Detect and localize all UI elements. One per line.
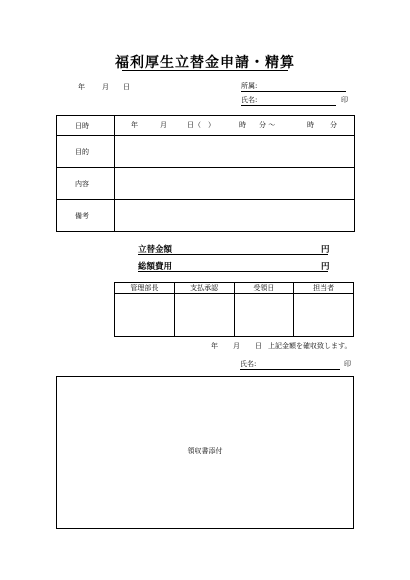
receipt-day: 日 [255,342,262,350]
datetime-minute-from: 分 ～ [259,121,276,129]
header-day: 日 [123,83,130,91]
datetime-hour-to: 時 [307,121,314,129]
name-label: 氏名 [241,96,255,104]
header-month: 月 [102,83,109,91]
remarks-row [57,200,355,232]
approval-col-received: 受領日 [234,283,294,294]
title-underline [122,70,288,71]
approval-col-staff: 担当者 [294,283,354,294]
remarks-field[interactable] [115,200,355,232]
content-label: 内容 [57,168,115,200]
approval-col-manager: 管理部長 [115,283,175,294]
approval-col-payment: 支払承認 [174,283,234,294]
affiliation-underline [241,91,346,92]
total-cost-yen: 円 [321,262,330,272]
application-form-table [56,115,355,232]
approval-stamp-received[interactable] [234,294,294,337]
receipt-attachment-area[interactable] [56,376,354,529]
receipt-name-underline [240,369,340,370]
receipt-statement: 上記金額を確収致します。 [268,342,352,350]
approval-stamp-payment[interactable] [174,294,234,337]
document-title: 福利厚生立替金申請・精算 [115,55,295,71]
datetime-year: 年 [131,121,138,129]
purpose-label: 目的 [57,136,115,168]
total-cost-label: 総額費用 [138,262,173,272]
affiliation-field[interactable]: 所属: [241,82,258,90]
content-row [57,168,355,200]
advance-amount-yen: 円 [321,245,330,255]
receipt-name-field[interactable]: 氏名: [240,360,257,368]
datetime-field[interactable] [115,116,355,136]
advance-amount-label: 立替金額 [138,245,173,255]
advance-amount-field[interactable] [138,254,328,255]
datetime-label: 日時 [57,116,115,136]
approval-stamp-staff[interactable] [294,294,354,337]
approval-stamp-row [115,294,354,337]
purpose-row [57,136,355,168]
affiliation-label: 所属 [241,82,255,90]
name-field[interactable]: 氏名: [241,96,258,104]
receipt-month: 月 [233,342,240,350]
approval-table [114,282,354,337]
datetime-minute-to: 分 [330,121,337,129]
approval-stamp-manager[interactable] [115,294,175,337]
receipt-year: 年 [211,342,218,350]
approval-header-row [115,283,354,294]
header-year: 年 [78,83,85,91]
content-field[interactable] [115,168,355,200]
remarks-label: 備考 [57,200,115,232]
receipt-seal: 印 [344,360,351,368]
receipt-attach-label: 領収書添付 [187,447,223,455]
purpose-field[interactable] [115,136,355,168]
receipt-name-label: 氏名 [240,360,254,368]
datetime-hour: 時 [239,121,246,129]
header-seal: 印 [341,96,348,104]
datetime-row [57,116,355,136]
total-cost-field[interactable] [138,271,328,272]
datetime-month: 月 [160,121,167,129]
datetime-day: 日（ ） [187,121,215,129]
name-underline [241,105,336,106]
